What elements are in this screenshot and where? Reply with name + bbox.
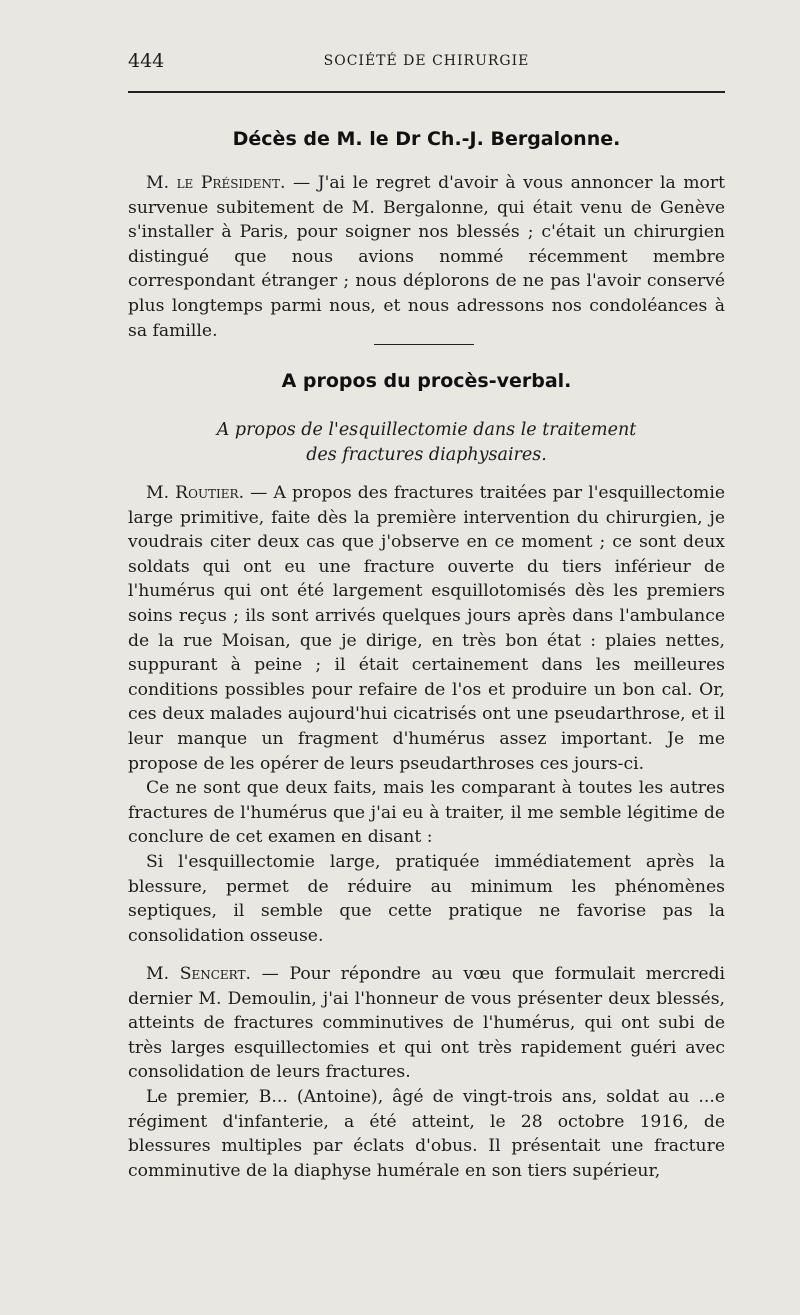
sencert-section: [128, 962, 725, 1183]
conclusion-intro-paragraph: Ce ne sont que deux faits, mais les comparant à toutes les autres fractures de l'humérus que j'ai eu à traiter, il me semble légitime de conclure de cet examen en disant :: [128, 778, 725, 848]
obituary-text: — J'ai le regret d'avoir à vous annoncer la mort survenue subitement de M. Bergalonne, qui était venu de Genève s'installer à Paris, pour soigner nos blessés ; c'était un chirurgien distingué que nous avions nommé récemment membre correspondant étranger ; nous déplorons de ne pas l'avoir conservé plus longtemps parmi nous, et nous adressons nos condoléances à sa famille.: [128, 173, 725, 341]
subsection-title-line1: A propos de l'esquillectomie dans le traitement: [216, 420, 637, 440]
sencert-text: — Pour répondre au vœu que formulait mercredi dernier M. Demoulin, j'ai l'honneur de vous présenter deux blessés, atteints de fractures comminutives de l'humérus, qui ont subi de très larges esquillectomies et qui ont très rapidement guéri avec consolidation de leurs fractures.: [128, 964, 725, 1083]
speaker-president: M. le Président.: [146, 173, 286, 193]
proces-verbal-heading: A propos du procès-verbal.: [281, 370, 572, 392]
obituary-paragraph: [128, 171, 725, 343]
page-header: [128, 50, 725, 74]
obituary-heading: Décès de M. le Dr Ch.-J. Bergalonne.: [232, 128, 621, 150]
header-rule: [128, 91, 725, 93]
section-divider: [374, 344, 474, 345]
routier-text: — A propos des fractures traitées par l'esquillectomie large primitive, faite dès la première intervention du chirurgien, je voudrais citer deux cas que j'observe en ce moment ; ce sont deux soldats qui ont eu une fracture ouverte du tiers inférieur de l'humérus qui ont été largement esquillotomisés dès les premiers soins reçus ; ils sont arrivés quelques jours après dans l'ambulance de la rue Moisan, que je dirige, en très bon état : plaies nettes, suppurant à peine ; il était certainement dans les meilleures conditions possibles pour refaire de l'os et produire un bon cal. Or, ces deux malades aujourd'hui cicatrisés ont une pseudarthrose, et il leur manque un fragment d'humérus assez important. Je me propose de les opérer de leurs pseudarthroses ces jours-ci.: [128, 483, 726, 774]
subsection-title: [128, 418, 725, 467]
speaker-sencert: M. Sencert.: [146, 964, 251, 984]
routier-section: [128, 481, 725, 948]
speaker-routier: M. Routier.: [146, 483, 245, 503]
conclusion-paragraph: Si l'esquillectomie large, pratiquée immédiatement après la blessure, permet de réduire au minimum les phénomènes septiques, il semble que cette pratique ne favorise pas la consolidation osseuse.: [128, 851, 725, 946]
case-description-paragraph: Le premier, B... (Antoine), âgé de vingt-trois ans, soldat au ...e régiment d'infanterie, a été atteint, le 28 octobre 1916, de blessures multiples par éclats d'obus. Il présentait une fracture comminutive de la diaphyse humérale en son tiers supérieur,: [128, 1086, 725, 1181]
sencert-paragraph: [128, 962, 725, 1085]
running-title: SOCIÉTÉ DE CHIRURGIE: [323, 53, 530, 69]
page-number: 444: [128, 50, 165, 72]
routier-paragraph: [128, 481, 725, 776]
subsection-title-line2: des fractures diaphysaires.: [306, 444, 547, 465]
